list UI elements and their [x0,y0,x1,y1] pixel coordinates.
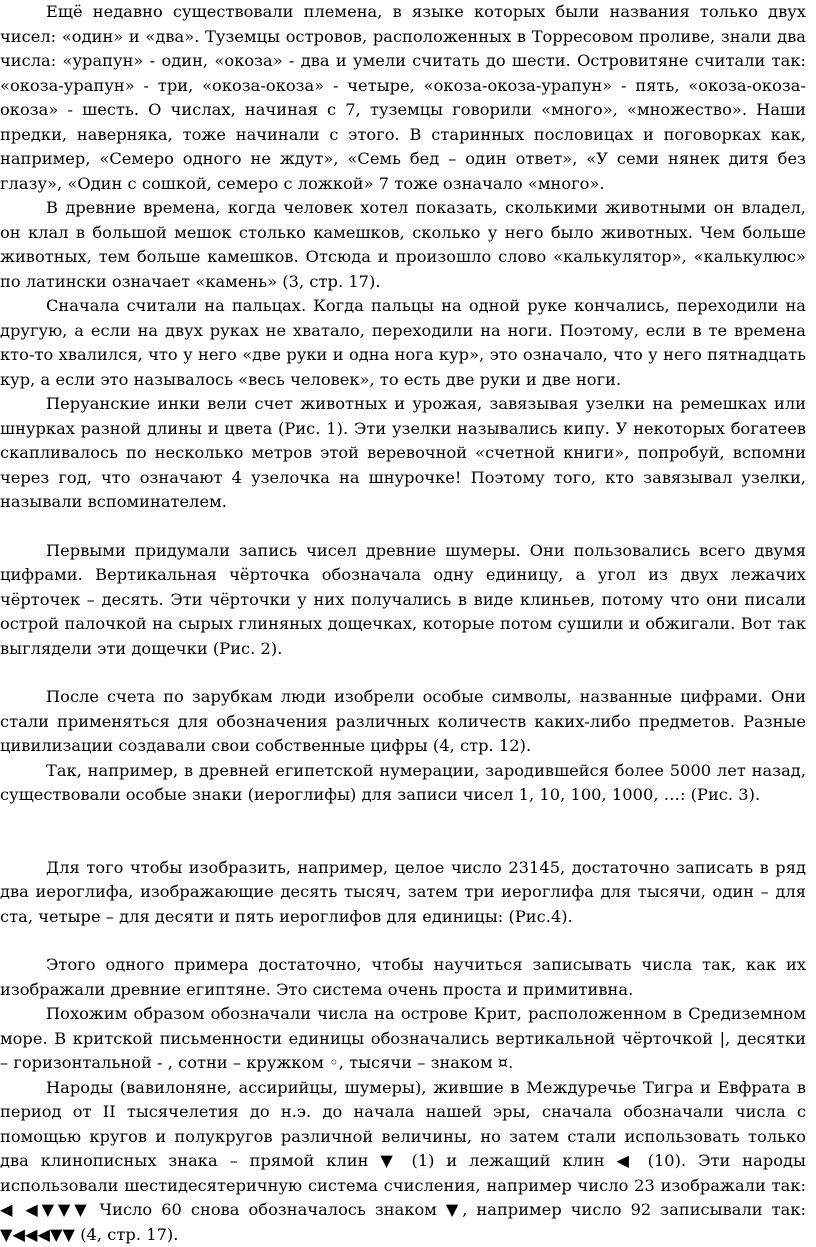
spacer [0,515,816,539]
paragraph-egyptian-summary: Этого одного примера достаточно, чтобы научиться записывать числа так, как их изображали древние египтяне. Это система очень проста и примитивна. [0,953,816,1002]
paragraph-fingers: Сначала считали на пальцах. Когда пальцы на одной руке кончались, переходили на другую, а если на двух руках не хватало, переходили на ноги. Поэтому, если в те времена кто-то хвалился, что у него «две руки и одна нога кур», это означало, что у него пятнадцать кур, а если это называлось «весь человек», то есть две руки и две ноги. [0,294,816,392]
paragraph-inca-quipu: Перуанские инки вели счет животных и урожая, завязывая узелки на ремешках или шнурках разной длины и цвета (Рис. 1). Эти узелки назывались кипу. У некоторых богатеев скапливалось по несколько метров этой веревочной «счетной книги», попробуй, вспомни через год, что означают 4 узелочка на шнурочке! Поэтому того, кто завязывал узелки, называли вспоминателем. [0,392,816,515]
paragraph-digits: После счета по зарубкам люди изобрели особые символы, названные цифрами. Они стали применяться для обозначения различных количеств каких-либо предметов. Разные цивилизации создавали свои собственные цифры (4, стр. 12). [0,685,816,759]
paragraph-pebbles: В древние времена, когда человек хотел показать, сколькими животными он владел, он клал в большой мешок столько камешков, сколько у него было животных. Чем больше животных, тем больше камешков. Отсюда и произошло слово «калькулятор», «калькулюс» по латински означает «камень» (3, стр. 17). [0,196,816,294]
paragraph-tribes-counting: Ещё недавно существовали племена, в языке которых были названия только двух чисел: «один» и «два». Туземцы островов, расположенных в Торресовом проливе, знали два числа: «урапун» - один, «окоза» - два и умели считать до шести. Островитяне считали так: «окоза-урапун» - три, «окоза-окоза» - четыре, «окоза-окоза-урапун» - пять, «окоза-окоза-окоза» - шесть. О числах, начиная с 7, туземцы говорили «много», «множество». Наши предки, наверняка, тоже начинали с этого. В старинных пословицах и поговорках как, например, «Семеро одного не ждут», «Семь бед – один ответ», «У семи нянек дитя без глазу», «Один с сошкой, семеро с ложкой» 7 тоже означало «много». [0,0,816,196]
paragraph-babylonians: Народы (вавилоняне, ассирийцы, шумеры), жившие в Междуречье Тигра и Евфрата в период от II тысячелетия до н.э. до начала нашей эры, сначала обозначали числа с помощью кругов и полукругов различной величины, но затем стали использовать только два клинописных знака – прямой клин ▼ (1) и лежащий клин ◀ (10). Эти народы использовали шестидесятеричную система счисления, например число 23 изображали так: ◀ ◀▼▼▼ Число 60 снова обозначалось знаком ▼, например число 92 записывали так: ▼◀◀◀▼▼ (4, стр. 17). [0,1076,816,1247]
paragraph-egyptian-numerals: Так, например, в древней египетской нумерации, зародившейся более 5000 лет назад, существовали особые знаки (иероглифы) для записи чисел 1, 10, 100, 1000, …: (Рис. 3). [0,759,816,808]
paragraph-sumerians: Первыми придумали запись чисел древние шумеры. Они пользовались всего двумя цифрами. Вертикальная чёрточка обозначала одну единицу, а угол из двух лежачих чёрточек – десять. Эти чёрточки у них получались в виде клиньев, потому что они писали острой палочкой на сырых глиняных дощечках, которые потом сушили и обжигали. Вот так выглядели эти дощечки (Рис. 2). [0,539,816,662]
spacer [0,661,816,685]
spacer [0,929,816,953]
paragraph-crete: Похожим образом обозначали числа на острове Крит, расположенном в Средиземном море. В критской письменности единицы обозначались вертикальной чёрточкой |, десятки – горизонтальной - , сотни – кружком ◦, тысячи – знаком ¤. [0,1002,816,1076]
paragraph-number-23145: Для того чтобы изобразить, например, целое число 23145, достаточно записать в ряд два иероглифа, изображающие десять тысяч, затем три иероглифа для тысячи, один – для ста, четыре – для десяти и пять иероглифов для единицы: (Рис.4). [0,856,816,930]
spacer [0,808,816,856]
